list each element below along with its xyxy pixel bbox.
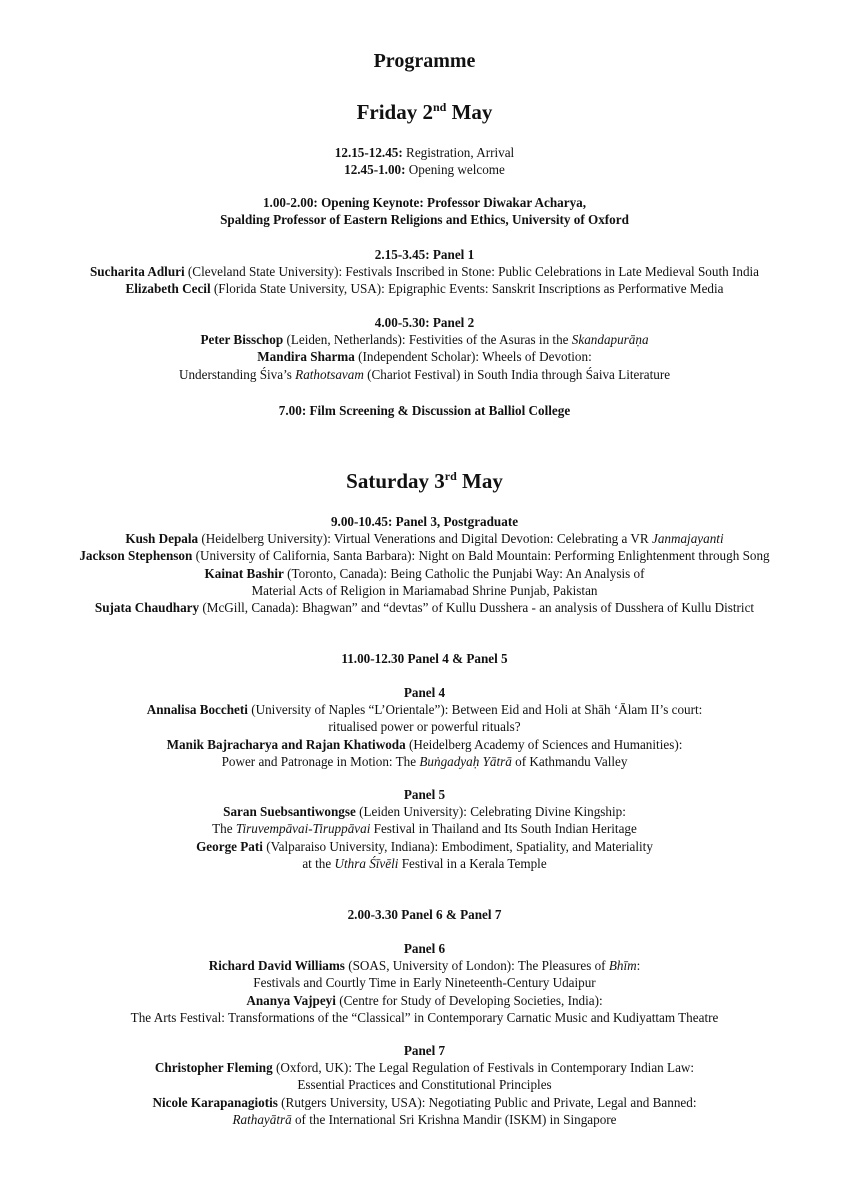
talk-text: (Florida State University, USA): Epigraphic Events: Sanskrit Inscriptions as Performative Media [210, 281, 724, 297]
registration-text: Registration, Arrival [402, 145, 515, 160]
talk-italic: Uthra Śīvēli [334, 855, 399, 871]
talk-text: (Oxford, UK): The Legal Regulation of Festivals in Contemporary Indian Law: [272, 1060, 695, 1076]
film-screening [0, 402, 849, 419]
talk-italic: Bhīm [608, 958, 637, 974]
talk-text: (University of Naples “L’Orientale”): Between Eid and Holi at Shāh ‘Ālam II’s court: [247, 702, 703, 718]
panel-2-block [0, 314, 849, 383]
talk-text: (Valparaiso University, Indiana): Embodiment, Spatiality, and Materiality [262, 838, 653, 854]
talk-italic: Janmajayanti [651, 531, 724, 547]
registration-time: 12.15-12.45: [334, 145, 403, 160]
talk-text: : [636, 958, 641, 974]
registration-line [0, 144, 849, 161]
panel-5-talk-1 [0, 803, 849, 820]
speaker-name: Nicole Karapanagiotis [152, 1094, 278, 1110]
talk-text: of Kathmandu Valley [511, 753, 628, 769]
welcome-text: Opening welcome [405, 162, 505, 178]
talk-text: of the International Sri Krishna Mandir (ISKM) in Singapore [291, 1111, 617, 1127]
talk-text: (University of California, Santa Barbara): Night on Bald Mountain: Performing Enlightenment through Song [192, 548, 770, 564]
panel-1-talk-2 [0, 280, 849, 297]
film-screening-line: 7.00: Film Screening & Discussion at Balliol College [278, 403, 571, 418]
speaker-name: Jackson Stephenson [79, 548, 193, 564]
panel-3-heading: 9.00-10.45: Panel 3, Postgraduate [330, 514, 519, 529]
panel-1-block [0, 246, 849, 298]
talk-text: The [212, 821, 236, 837]
panel-4-block [0, 684, 849, 770]
talk-italic: Rathotsavam [295, 366, 364, 382]
panel-3-talk-3 [0, 565, 849, 582]
programme-title: Programme [373, 50, 476, 72]
panel-7-block [0, 1042, 849, 1128]
panel-3-talk-2 [0, 547, 849, 564]
talk-text: at the [302, 855, 335, 871]
session-6-7-heading [0, 906, 849, 923]
friday-day-suffix: nd [432, 100, 447, 114]
saturday-heading [0, 467, 849, 495]
welcome-time: 12.45-1.00: [344, 162, 406, 178]
panel-1-heading: 2.15-3.45: Panel 1 [374, 247, 475, 262]
speaker-name: Sucharita Adluri [89, 264, 185, 280]
session-4-5-heading [0, 650, 849, 667]
friday-heading [0, 98, 849, 126]
keynote-line-1: 1.00-2.00: Opening Keynote: Professor Diwakar Acharya, [262, 195, 587, 210]
talk-text: Festival in a Kerala Temple [398, 855, 547, 871]
panel-3-talk-1 [0, 530, 849, 547]
panel-2-talk-2 [0, 348, 849, 365]
panel-3-talk-4 [0, 599, 849, 616]
speaker-name: Ananya Vajpeyi [246, 992, 336, 1008]
talk-text: (Heidelberg Academy of Sciences and Humanities): [405, 736, 683, 752]
speaker-name: Peter Bisschop [200, 332, 284, 348]
talk-italic: Tiruvempāvai-Tiruppāvai [235, 821, 371, 837]
speaker-name: Saran Suebsantiwongse [223, 804, 356, 820]
talk-text: Power and Patronage in Motion: The [221, 753, 420, 769]
speaker-name: Sujata Chaudhary [94, 600, 200, 616]
speaker-name: Annalisa Boccheti [146, 702, 248, 718]
speaker-name: Kush Depala [125, 531, 199, 547]
friday-day: Friday 2 [356, 100, 433, 124]
panel-6-block [0, 940, 849, 1026]
panel-2-heading: 4.00-5.30: Panel 2 [374, 315, 475, 330]
session-6-7-time: 2.00-3.30 Panel 6 & Panel 7 [347, 907, 502, 922]
friday-arrival-block [0, 144, 849, 178]
welcome-line [0, 161, 849, 178]
panel-5-talk-2-line-2 [0, 855, 849, 872]
talk-text: (Centre for Study of Developing Societies, India): [335, 992, 603, 1008]
talk-text: (McGill, Canada): Bhagwan” and “devtas” of Kullu Dusshera - an analysis of Dusshera of Kullu District [199, 600, 755, 616]
panel-4-heading: Panel 4 [403, 685, 446, 700]
talk-text: (Chariot Festival) in South India through Śaiva Literature [363, 366, 671, 382]
keynote-line-2: Spalding Professor of Eastern Religions and Ethics, University of Oxford [220, 212, 629, 228]
talk-text: (Heidelberg University): Virtual Venerations and Digital Devotion: Celebrating a VR [198, 531, 652, 547]
talk-text: (Toronto, Canada): Being Catholic the Punjabi Way: An Analysis of [283, 565, 645, 581]
panel-1-talk-1 [0, 263, 849, 280]
speaker-name: Kainat Bashir [204, 565, 284, 581]
talk-text: (Leiden, Netherlands): Festivities of the Asuras in the [283, 332, 572, 348]
panel-6-talk-1 [0, 957, 849, 974]
talk-text: (Rutgers University, USA): Negotiating Public and Private, Legal and Banned: [277, 1094, 697, 1110]
panel-3-block [0, 513, 849, 616]
panel-4-talk-2-line-2 [0, 753, 849, 770]
panel-7-talk-1 [0, 1059, 849, 1076]
panel-5-block [0, 786, 849, 872]
talk-text: (SOAS, University of London): The Pleasures of [344, 958, 609, 974]
panel-7-talk-1-line-2: Essential Practices and Constitutional Principles [297, 1077, 552, 1093]
talk-italic: Buṅgadyaḥ Yātrā [419, 753, 512, 769]
talk-italic: Skandapurāṇa [571, 332, 649, 348]
panel-6-heading: Panel 6 [403, 941, 446, 956]
talk-text: (Independent Scholar): Wheels of Devotion: [354, 349, 592, 365]
panel-2-talk-2-line-2 [0, 366, 849, 383]
keynote-block [0, 194, 849, 228]
speaker-name: Mandira Sharma [257, 349, 355, 365]
panel-5-heading: Panel 5 [403, 787, 446, 802]
talk-text: Understanding Śiva’s [178, 366, 296, 382]
friday-month: May [446, 100, 493, 124]
saturday-day: Saturday 3 [346, 469, 445, 493]
talk-text: (Leiden University): Celebrating Divine Kingship: [355, 804, 626, 820]
panel-3-talk-3-line-2: Material Acts of Religion in Mariamabad Shrine Punjab, Pakistan [251, 582, 598, 598]
panel-6-talk-2 [0, 992, 849, 1009]
panel-4-talk-1-line-2: ritualised power or powerful rituals? [328, 719, 521, 735]
panel-2-talk-1 [0, 331, 849, 348]
speaker-name: Elizabeth Cecil [125, 281, 211, 297]
panel-5-talk-1-line-2 [0, 820, 849, 837]
panel-7-talk-2 [0, 1094, 849, 1111]
talk-italic: Rathayātrā [232, 1111, 292, 1127]
saturday-day-suffix: rd [444, 469, 457, 483]
speaker-name: George Pati [196, 838, 263, 854]
panel-6-talk-2-line-2: The Arts Festival: Transformations of the “Classical” in Contemporary Carnatic Music and Kudiyattam Theatre [130, 1009, 719, 1025]
panel-6-talk-1-line-2: Festivals and Courtly Time in Early Nineteenth-Century Udaipur [253, 975, 596, 991]
saturday-month: May [456, 469, 503, 493]
talk-text: Festival in Thailand and Its South Indian Heritage [370, 821, 637, 837]
talk-text: (Cleveland State University): Festivals Inscribed in Stone: Public Celebrations in Late Medieval South India [184, 264, 760, 280]
speaker-name: Manik Bajracharya and Rajan Khatiwoda [166, 736, 406, 752]
panel-7-heading: Panel 7 [403, 1043, 446, 1058]
speaker-name: Christopher Fleming [154, 1060, 273, 1076]
panel-5-talk-2 [0, 838, 849, 855]
panel-4-talk-1 [0, 701, 849, 718]
speaker-name: Richard David Williams [208, 958, 345, 974]
panel-7-talk-2-line-2 [0, 1111, 849, 1128]
panel-4-talk-2 [0, 736, 849, 753]
session-4-5-time: 11.00-12.30 Panel 4 & Panel 5 [341, 651, 508, 666]
